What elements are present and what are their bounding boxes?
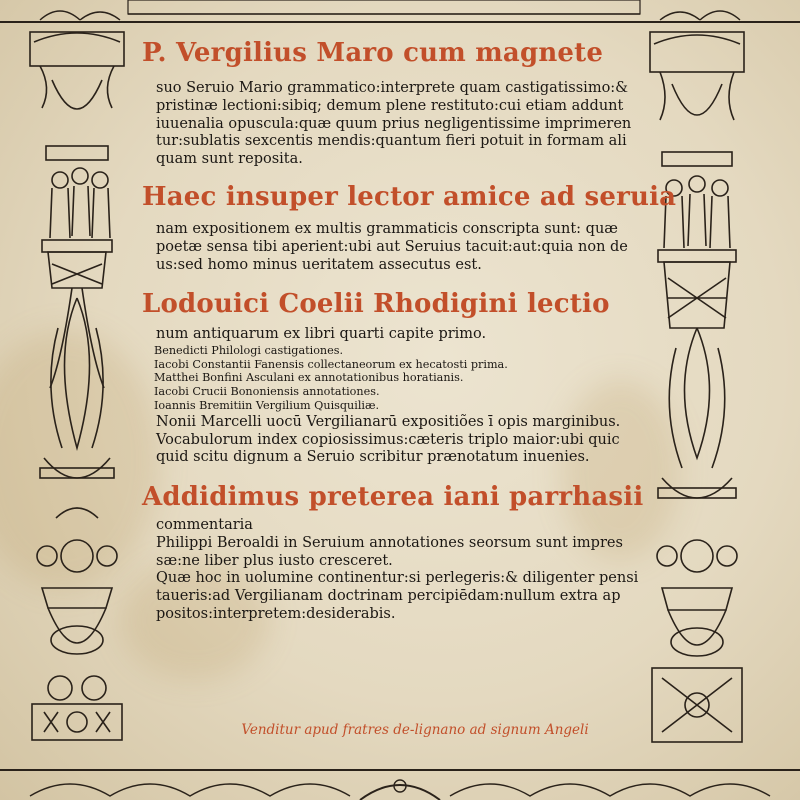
text-line: quam sunt reposita.: [156, 151, 303, 168]
small-text-line: Iacobi Constantii Fanensis collectaneorum ex hecatosti prima.: [154, 357, 508, 371]
heading-haec-insuper: Haec insuper lector amice ad seruia: [142, 181, 677, 212]
small-text-line: Iacobi Crucii Bononiensis annotationes.: [154, 384, 380, 398]
heading-addidimus: Addidimus preterea iani parrhasii: [142, 481, 644, 512]
small-text-line: Benedicti Philologi castigationes.: [154, 344, 344, 358]
small-text-line: Ioannis Bremitiin Vergilium Quisquiliæ.: [154, 398, 380, 412]
text-line: commentaria: [156, 516, 253, 533]
text-line: Quæ hoc in uolumine continentur:si perlegeris:& diligenter pensi: [156, 570, 638, 587]
small-text-line: Matthei Bonfini Asculani ex annotationibus horatianis.: [154, 371, 464, 385]
text-line: us:sed homo minus ueritatem assecutus est.: [156, 256, 482, 273]
text-line: positos:interpretem:desiderabis.: [156, 605, 396, 622]
right-woodcut-pillar: [642, 28, 752, 748]
text-line: suo Seruio Mario grammatico:interprete quam castigatissimo:&: [156, 80, 629, 96]
top-woodcut-border: [0, 0, 800, 28]
text-line: nam expositionem ex multis grammaticis conscripta sunt: quæ: [156, 220, 618, 237]
text-line: tur:sublatis sexcentis mendis:quantum fieri potuit in formam ali: [156, 133, 627, 150]
text-line: iuuenalia opuscula:quæ quum prius negligentissime imprimeren: [156, 115, 632, 132]
text-line: pristinæ lectioni:sibiq; demum plene restituto:cui etiam addunt: [156, 97, 624, 114]
text-line: Philippi Beroaldi in Seruium annotationes seorsum sunt impres: [156, 534, 623, 551]
heading-lodouici: Lodouici Coelii Rhodigini lectio: [142, 289, 610, 320]
text-line: Vocabulorum index copiosissimus:cæteris triplo maior:ubi quic: [156, 431, 620, 448]
left-woodcut-pillar: [22, 28, 132, 748]
text-line: poetæ sensa tibi aperient:ubi aut Seruius tacuit:aut:quia non de: [156, 238, 628, 255]
text-line: num antiquarum ex libri quarti capite primo.: [156, 326, 487, 343]
colophon-footer: Venditur apud fratres de-lignano ad signum Angeli: [241, 722, 589, 738]
heading-vergilius: P. Vergilius Maro cum magnete: [142, 38, 604, 68]
title-page-text: [142, 32, 677, 624]
text-line: Nonii Marcelli uocū Vergilianarū expositiões ī opis marginibus.: [156, 414, 621, 431]
text-line: quid scitu dignum a Seruio scribitur prænotatum inuenies.: [156, 449, 590, 466]
text-line: taueris:ad Vergilianam doctrinam percipiēdam:nullum extra ap: [156, 588, 621, 605]
text-line: sæ:ne liber plus iusto cresceret.: [156, 552, 393, 569]
bottom-woodcut-border: [0, 766, 800, 800]
